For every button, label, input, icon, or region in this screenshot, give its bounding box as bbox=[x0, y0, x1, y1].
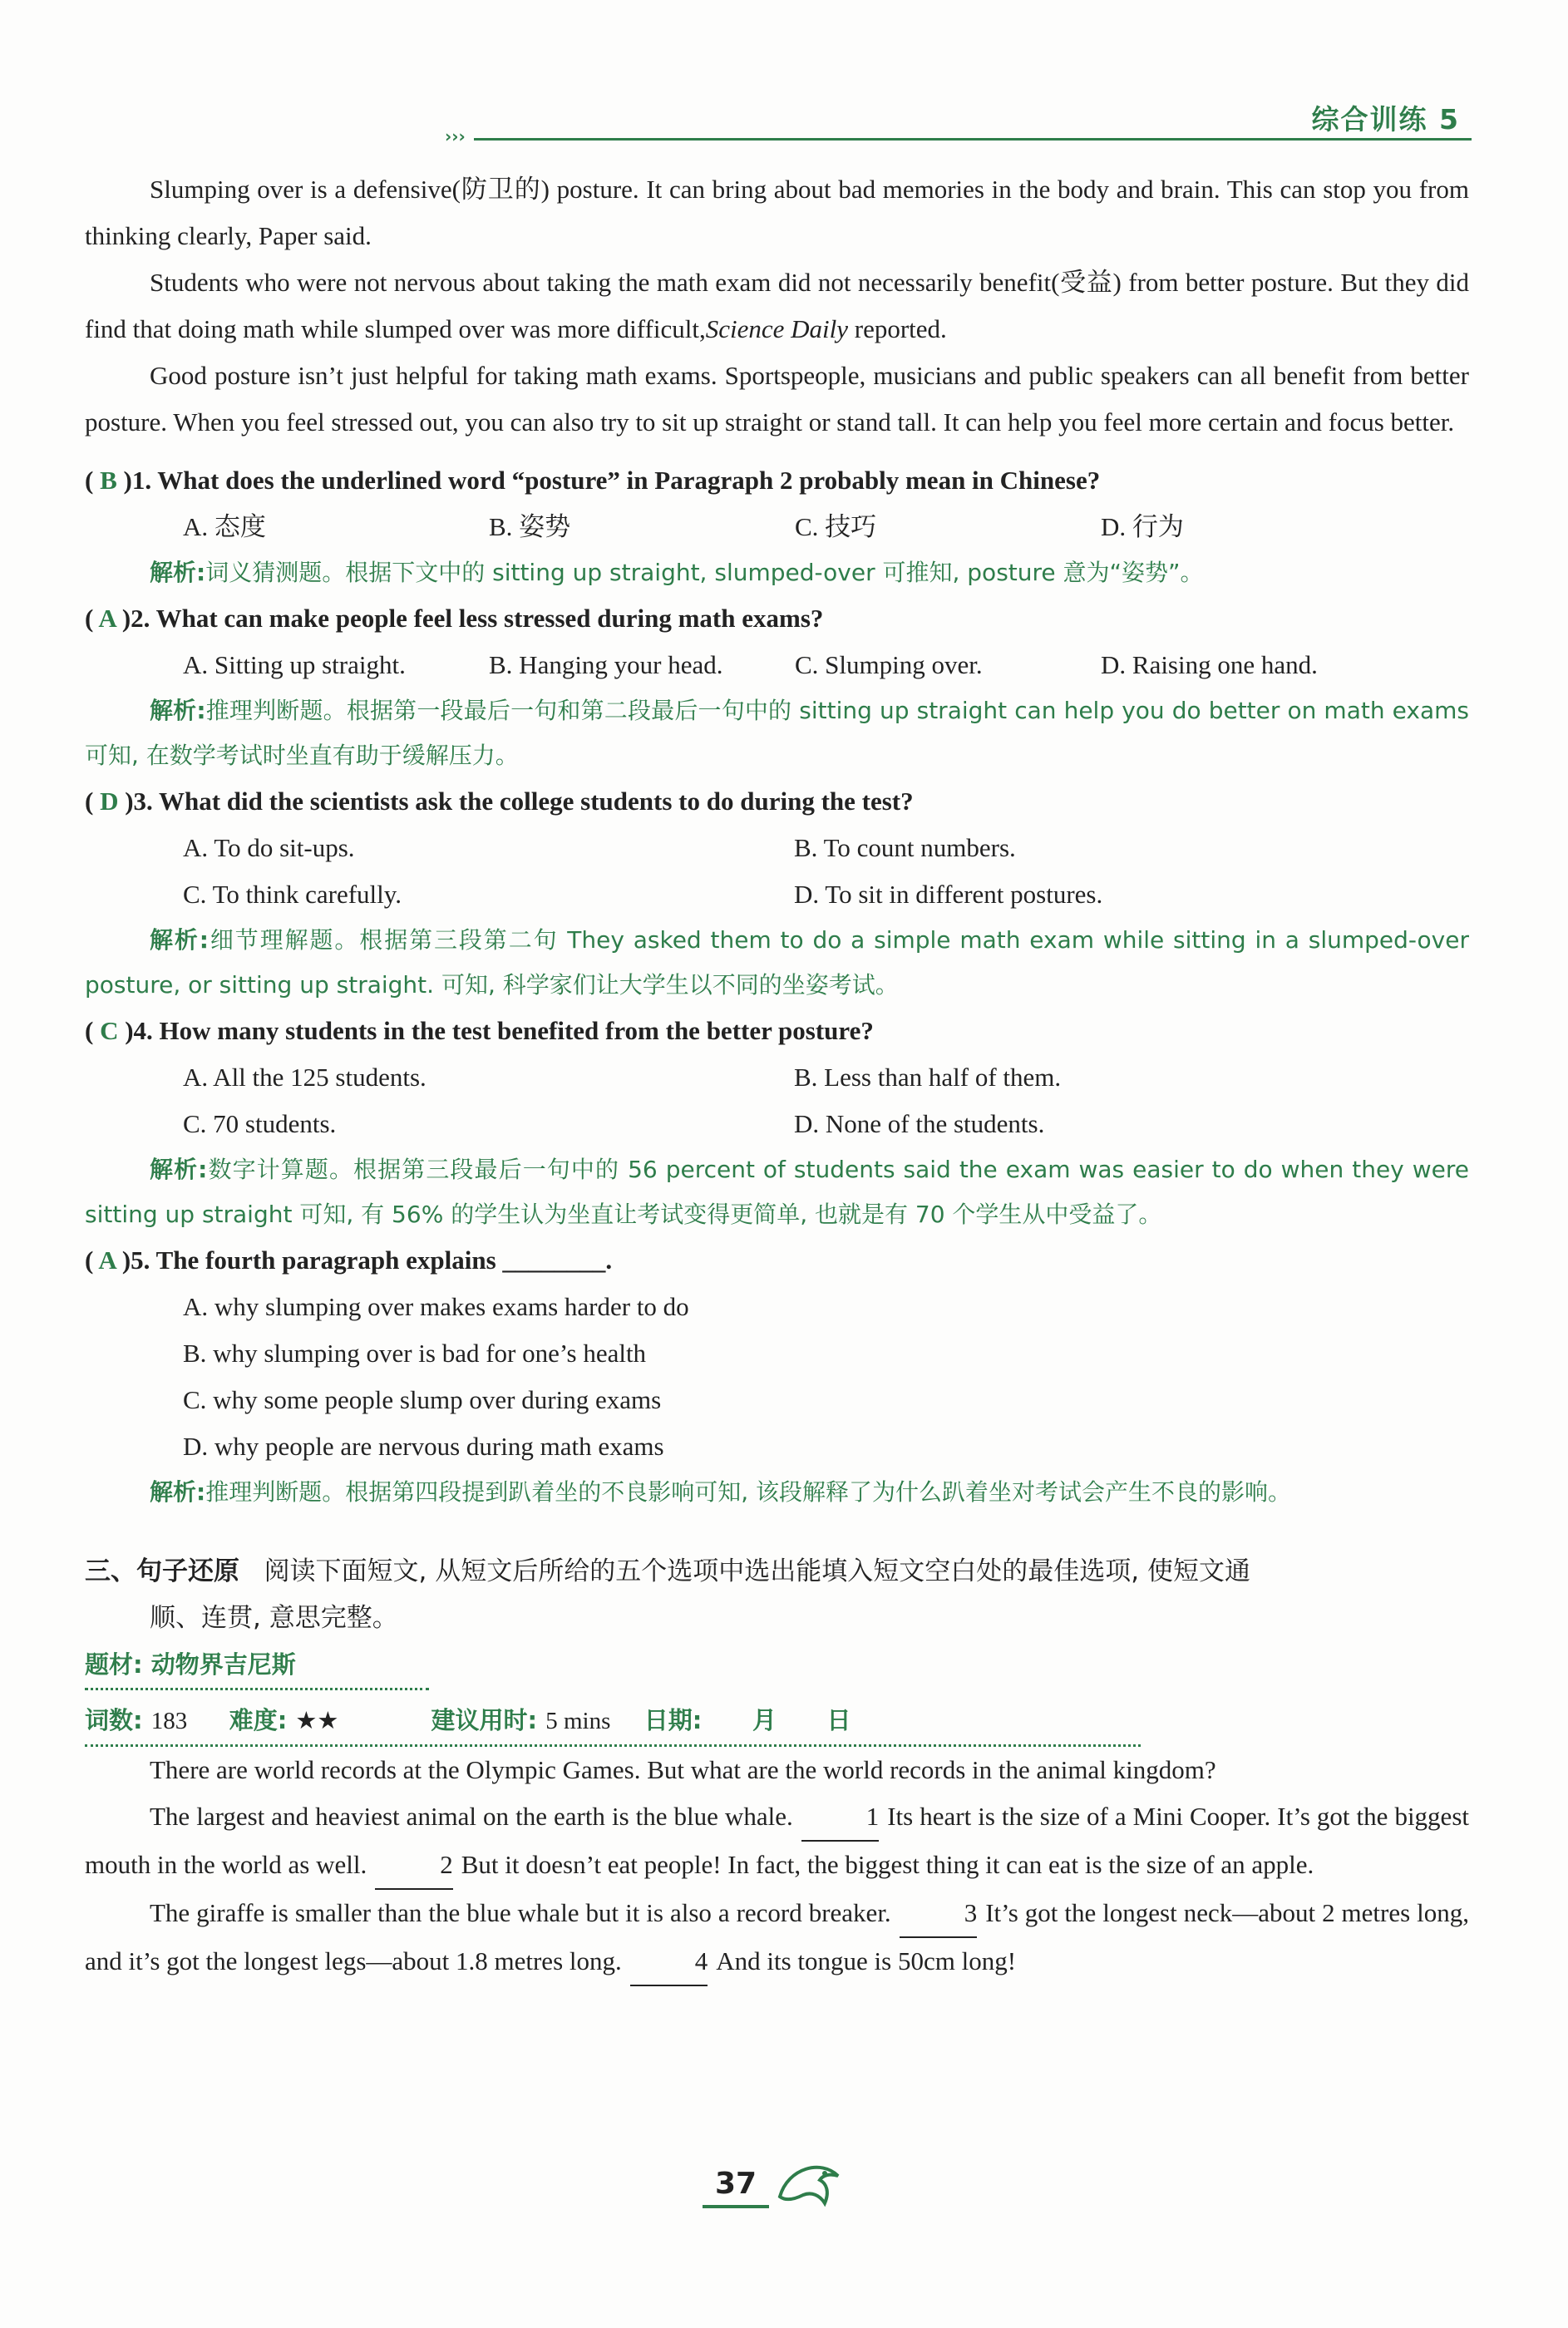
question-1-text: 1. What does the underlined word “posture” in Paragraph 2 probably mean in Chinese? bbox=[131, 466, 1101, 495]
option: A. To do sit-ups. bbox=[183, 833, 355, 862]
question-2-text: 2. What can make people feel less stressed during math exams? bbox=[131, 604, 824, 633]
section-3-title: 三、句子还原 bbox=[85, 1556, 239, 1586]
passage1-paragraph-1: Slumping over is a defensive(防卫的) posture. It can bring about bad memories in the body and brain. This can stop you from thinking clearly, Paper said. bbox=[85, 175, 1469, 250]
answer-3: D bbox=[100, 787, 119, 816]
question-4-options-row-2 bbox=[85, 1101, 1469, 1147]
topic-row bbox=[85, 1641, 1469, 1690]
passage2-paragraph-2 bbox=[85, 1793, 1469, 1890]
section-3-instruction-2: 顺、连贯, 意思完整。 bbox=[150, 1603, 398, 1633]
explanation-label: 解析: bbox=[150, 697, 206, 724]
option: B. Hanging your head. bbox=[489, 650, 723, 679]
header-rule bbox=[474, 138, 1472, 141]
question-3-options-row-2 bbox=[85, 871, 1469, 918]
passage2-text: The giraffe is smaller than the blue whale but it is also a record breaker. bbox=[150, 1898, 891, 1927]
dolphin-icon bbox=[772, 2155, 846, 2213]
passage2-text: But it doesn’t eat people! In fact, the biggest thing it can eat is the size of an apple. bbox=[461, 1850, 1314, 1879]
month-label: 月 bbox=[752, 1706, 777, 1734]
question-4-options-row-1 bbox=[85, 1054, 1469, 1101]
explanation-text: 推理判断题。根据第四段提到趴着坐的不良影响可知, 该段解释了为什么趴着坐对考试会产生不良的影响。 bbox=[205, 1478, 1292, 1506]
option: C. 技巧 bbox=[795, 512, 877, 541]
topic-label: 题材: bbox=[85, 1650, 143, 1679]
blank-3[interactable]: 3 bbox=[900, 1890, 978, 1938]
option: B. Less than half of them. bbox=[794, 1063, 1062, 1092]
section-3-heading bbox=[85, 1548, 1469, 1595]
explanation-1 bbox=[85, 550, 1469, 595]
explanation-label: 解析: bbox=[150, 559, 206, 586]
question-2: ( A )2. What can make people feel less stressed during math exams? bbox=[85, 604, 824, 633]
option: D. To sit in different postures. bbox=[794, 880, 1103, 909]
meta-row bbox=[85, 1697, 1469, 1747]
passage2-text: The largest and heaviest animal on the earth is the blue whale. bbox=[150, 1802, 793, 1831]
explanation-text: 数字计算题。根据第三段最后一句中的 56 percent of students said the exam was easier to do when they were sitting up straight 可知, 有 56% 的学生认为坐直让考试变得更简单, 也就是有 70 个学生从中受益了。 bbox=[85, 1156, 1469, 1228]
words-label: 词数: bbox=[85, 1706, 143, 1734]
option: D. 行为 bbox=[1101, 512, 1184, 541]
option: A. All the 125 students. bbox=[183, 1063, 427, 1092]
option: C. Slumping over. bbox=[795, 650, 983, 679]
blank-1[interactable]: 1 bbox=[801, 1793, 880, 1842]
option: A. 态度 bbox=[183, 512, 266, 541]
option: B. 姿势 bbox=[489, 512, 571, 541]
question-3: ( D )3. What did the scientists ask the college students to do during the test? bbox=[85, 787, 914, 816]
option: B. To count numbers. bbox=[794, 833, 1016, 862]
time-label: 建议用时: bbox=[431, 1706, 538, 1734]
option: C. 70 students. bbox=[183, 1109, 337, 1138]
blank-2[interactable]: 2 bbox=[375, 1842, 453, 1890]
question-5: ( A )5. The fourth paragraph explains ________. bbox=[85, 1245, 613, 1275]
question-1: ( B )1. What does the underlined word “posture” in Paragraph 2 probably mean in Chinese? bbox=[85, 466, 1101, 495]
passage1-paragraph-2 bbox=[85, 259, 1469, 353]
option: A. Sitting up straight. bbox=[183, 650, 406, 679]
date-label: 日期: bbox=[643, 1706, 703, 1734]
answer-4: C bbox=[100, 1016, 119, 1045]
question-3-text: 3. What did the scientists ask the college students to do during the test? bbox=[133, 787, 914, 816]
day-label: 日 bbox=[826, 1706, 851, 1734]
explanation-3 bbox=[85, 918, 1469, 1008]
option: A. why slumping over makes exams harder to do bbox=[183, 1292, 689, 1321]
explanation-text: 词义猜测题。根据下文中的 sitting up straight, slumped-over 可推知, posture 意为“姿势”。 bbox=[205, 559, 1204, 586]
explanation-5 bbox=[85, 1470, 1469, 1515]
passage2-text: It’s got the longest neck—about 2 metres long, and it’s got the longest legs—about 1.8 metres long. bbox=[85, 1898, 1469, 1975]
question-2-options bbox=[85, 642, 1469, 688]
explanation-text: 推理判断题。根据第一段最后一句和第二段最后一句中的 sitting up straight can help you do better on math exams 可知, 在数学考试时坐直有助于缓解压力。 bbox=[85, 697, 1469, 769]
blank-4[interactable]: 4 bbox=[630, 1938, 708, 1986]
passage2-paragraph-1: There are world records at the Olympic Games. But what are the world records in the animal kingdom? bbox=[150, 1755, 1216, 1784]
answer-5: A bbox=[98, 1245, 116, 1275]
words-value: 183 bbox=[150, 1708, 188, 1734]
explanation-text: 细节理解题。根据第三段第二句 They asked them to do a simple math exam while sitting in a slumped-over posture, or sitting up straight. 可知, 科学家们让大学生以不同的坐姿考试。 bbox=[85, 926, 1469, 999]
passage2-text: Its heart is the size of a Mini Cooper. It’s got the biggest mouth in the world as well. bbox=[85, 1802, 1469, 1879]
question-4: ( C )4. How many students in the test benefited from the better posture? bbox=[85, 1016, 874, 1045]
option: D. None of the students. bbox=[794, 1109, 1045, 1138]
passage1-paragraph-2-text: Students who were not nervous about taking the math exam did not necessarily benefit(受益) from better posture. But they did find that doing math while slumped over was more difficult, bbox=[85, 268, 1469, 343]
header-title: 综合训练 5 bbox=[1311, 103, 1460, 136]
content bbox=[85, 166, 1469, 1986]
passage2-text: And its tongue is 50cm long! bbox=[716, 1946, 1017, 1975]
question-4-text: 4. How many students in the test benefited from the better posture? bbox=[133, 1016, 874, 1045]
difficulty-stars: ★★ bbox=[295, 1706, 339, 1734]
explanation-label: 解析: bbox=[150, 1478, 206, 1506]
option: C. why some people slump over during exams bbox=[183, 1385, 662, 1414]
topic-value: 动物界吉尼斯 bbox=[150, 1650, 296, 1679]
source-name: Science Daily bbox=[705, 314, 849, 343]
answer-2: A bbox=[98, 604, 116, 633]
answer-1: B bbox=[100, 466, 117, 495]
section-3-instruction: 阅读下面短文, 从短文后所给的五个选项中选出能填入短文空白处的最佳选项, 使短文通 bbox=[264, 1556, 1250, 1586]
option: D. why people are nervous during math exams bbox=[183, 1432, 664, 1461]
header-arrows: ››› bbox=[445, 126, 466, 146]
explanation-label: 解析: bbox=[150, 1156, 208, 1183]
page-number: 37 bbox=[703, 2163, 769, 2208]
passage2-paragraph-3 bbox=[85, 1890, 1469, 1986]
explanation-4 bbox=[85, 1147, 1469, 1237]
option: C. To think carefully. bbox=[183, 880, 402, 909]
passage1-paragraph-2-end: reported. bbox=[848, 314, 947, 343]
question-5-text: 5. The fourth paragraph explains ________. bbox=[131, 1245, 613, 1275]
difficulty-label: 难度: bbox=[229, 1706, 288, 1734]
explanation-2 bbox=[85, 688, 1469, 778]
option: B. why slumping over is bad for one’s health bbox=[183, 1339, 647, 1368]
question-1-options bbox=[85, 504, 1469, 550]
question-3-options-row-1 bbox=[85, 825, 1469, 871]
option: D. Raising one hand. bbox=[1101, 650, 1318, 679]
passage1-paragraph-3: Good posture isn’t just helpful for taking math exams. Sportspeople, musicians and public speakers can all benefit from better posture. When you feel stressed out, you can also try to sit up straight or stand tall. It can help you feel more certain and focus better. bbox=[85, 361, 1469, 436]
time-value: 5 mins bbox=[545, 1708, 611, 1734]
explanation-label: 解析: bbox=[150, 926, 209, 954]
